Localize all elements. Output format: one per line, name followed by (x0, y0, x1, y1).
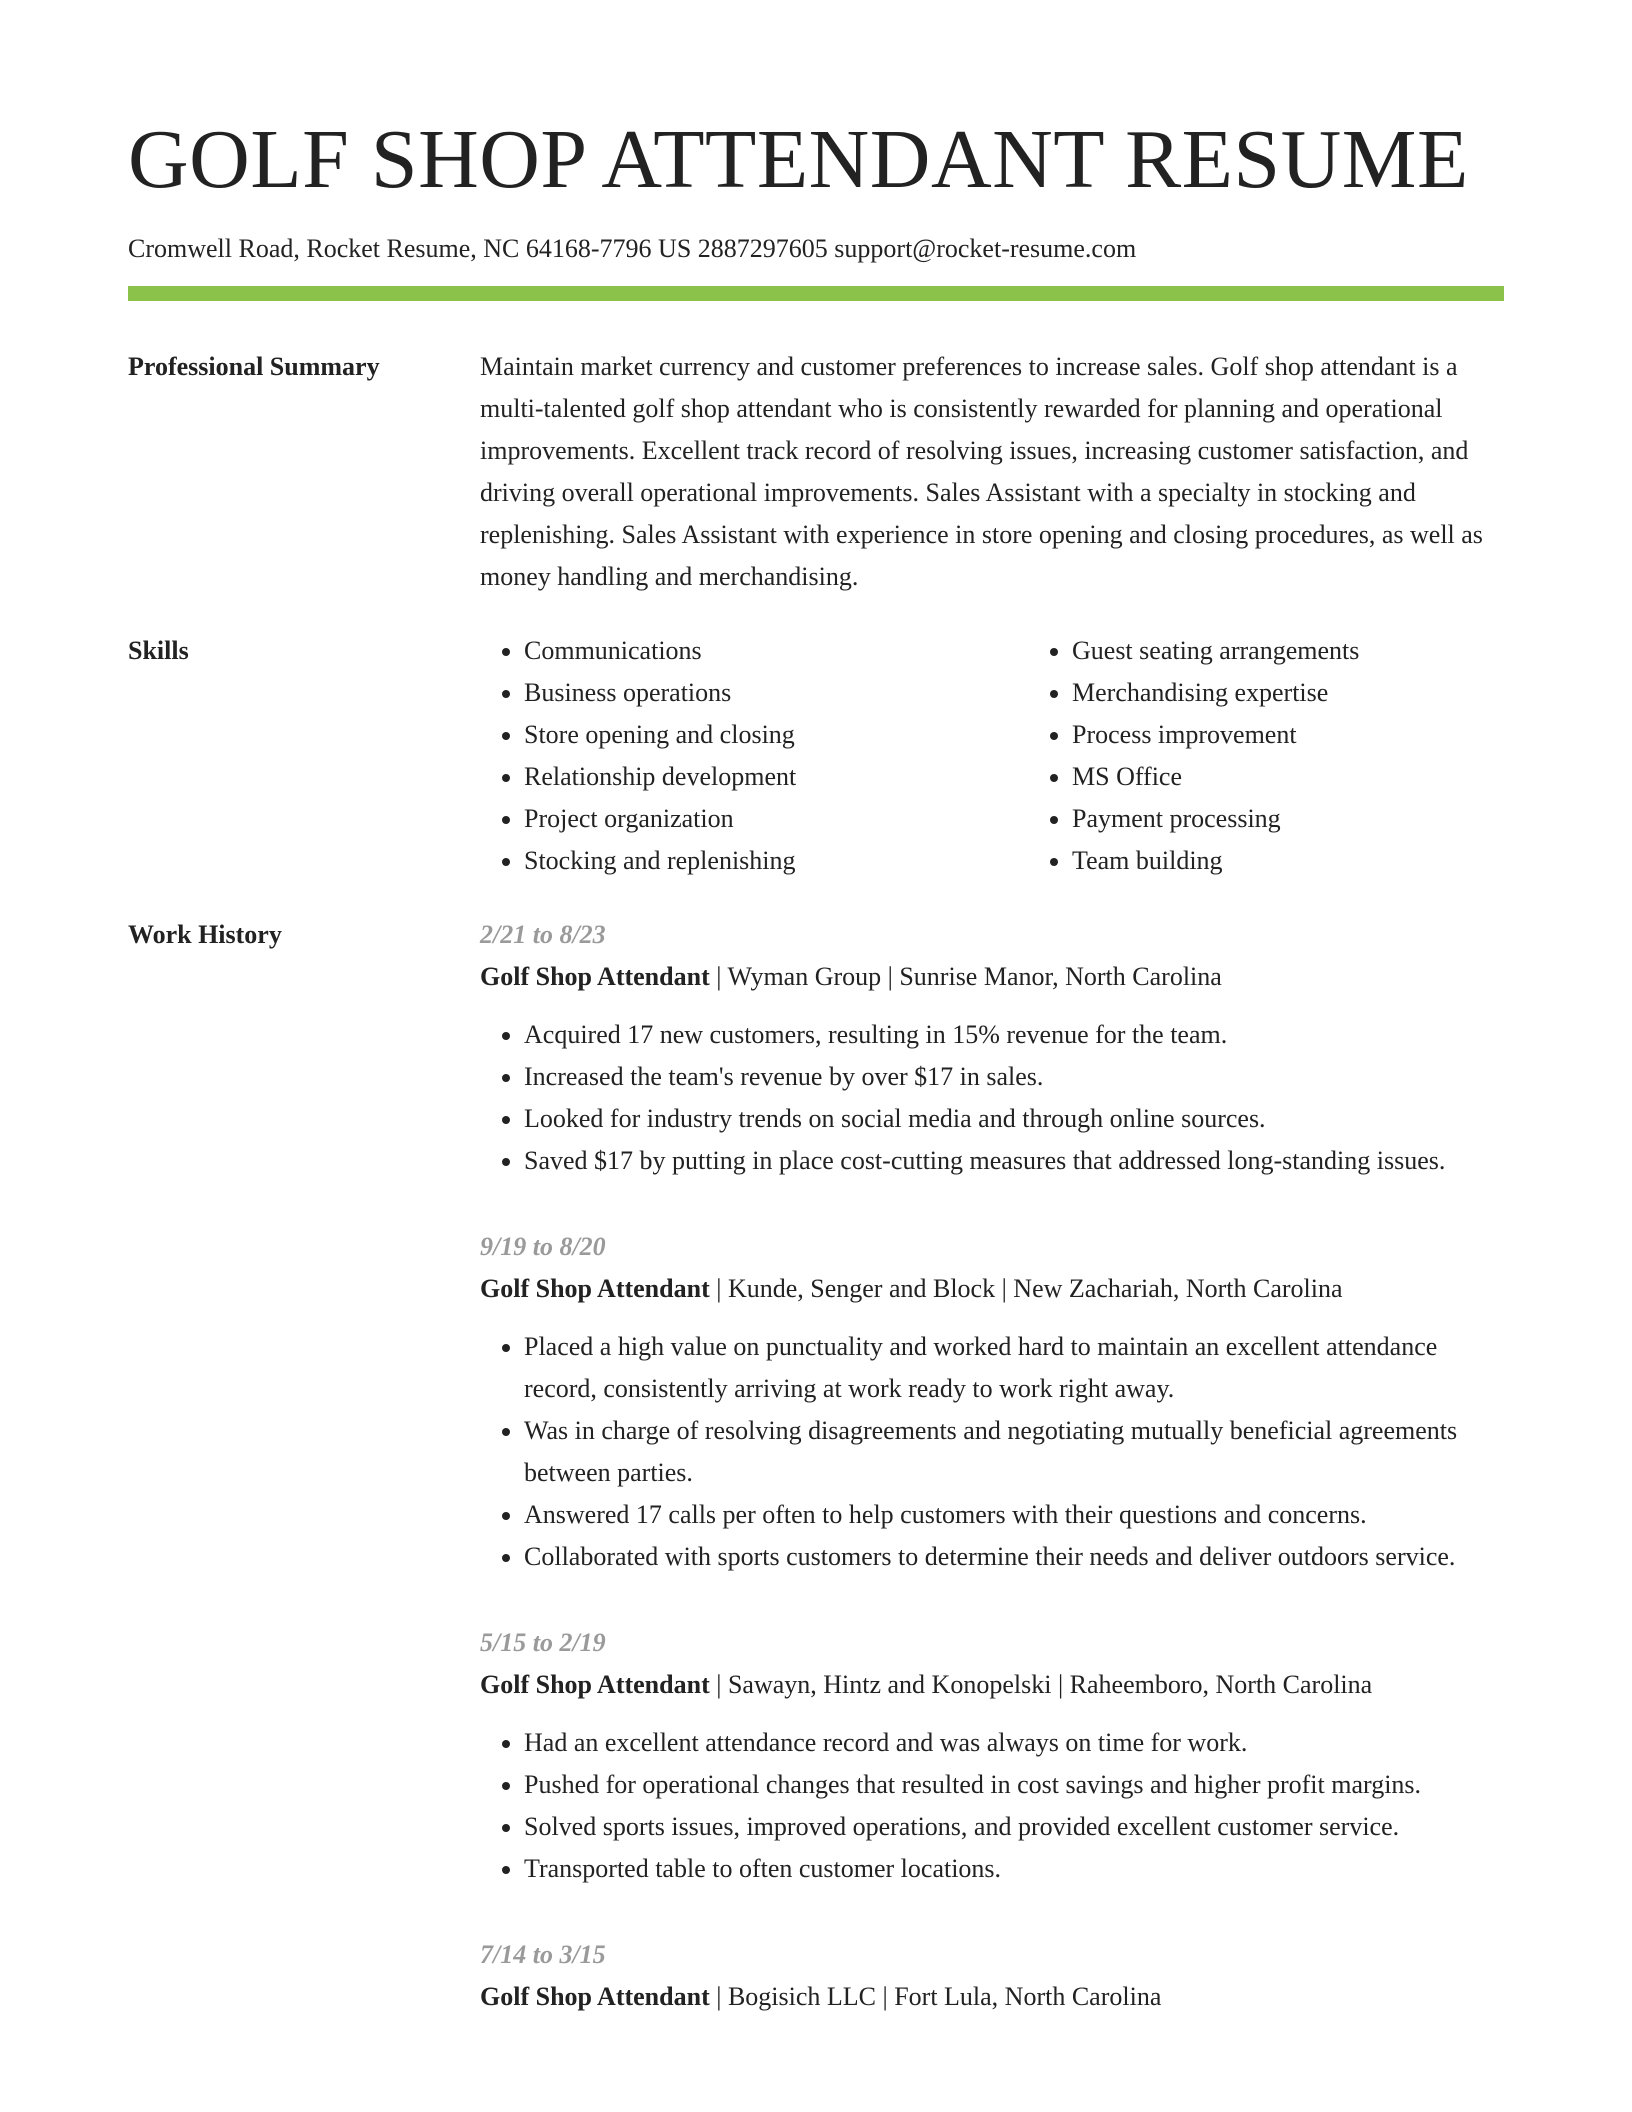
summary-label: Professional Summary (128, 352, 380, 381)
job-employer-location: | Kunde, Senger and Block | New Zachariah, North Carolina (709, 1274, 1343, 1303)
skill-item: • Process improvement (1072, 714, 1576, 756)
job-bullets (480, 1722, 1504, 1890)
skill-item: • Payment processing (1072, 798, 1576, 840)
job-bullet: • Transported table to often customer locations. (524, 1848, 1504, 1890)
skill-item: • Team building (1072, 840, 1576, 882)
work-history-label: Work History (128, 920, 282, 949)
skill-item: • Store opening and closing (524, 714, 1028, 756)
job-bullet: • Acquired 17 new customers, resulting in 15% revenue for the team. (524, 1014, 1504, 1056)
job-dates: 9/19 to 8/20 (480, 1232, 606, 1261)
contact-line: Cromwell Road, Rocket Resume, NC 64168-7796 US 2887297605 support@rocket-resume.com (128, 234, 1137, 263)
job-bullet: • Placed a high value on punctuality and worked hard to maintain an excellent attendance record, consistently arriving at work ready to work right away. (524, 1326, 1504, 1410)
header-divider (128, 286, 1504, 301)
job-title: Golf Shop Attendant (480, 1670, 710, 1699)
skills-list-right (1028, 630, 1576, 882)
skill-item: • Business operations (524, 672, 1028, 714)
skills-columns (480, 630, 1504, 882)
summary-text: Maintain market currency and customer preferences to increase sales. Golf shop attendant is a multi-talented golf shop attendant who is consistently rewarded for planning and operational improvements. Excellent track record of resolving issues, increasing customer satisfaction, and driving overall operational improvements. Sales Assistant with a specialty in stocking and replenishing. Sales Assistant with experience in store opening and closing procedures, as well as money handling and merchandising. (480, 352, 1483, 591)
skill-item: • Project organization (524, 798, 1028, 840)
job-bullet: • Answered 17 calls per often to help customers with their questions and concerns. (524, 1494, 1504, 1536)
job-bullet: • Was in charge of resolving disagreements and negotiating mutually beneficial agreements between parties. (524, 1410, 1504, 1494)
job-bullet: • Saved $17 by putting in place cost-cutting measures that addressed long-standing issues. (524, 1140, 1504, 1182)
skill-item: • Stocking and replenishing (524, 840, 1028, 882)
job-heading (480, 1268, 1504, 1310)
skills-list-left (480, 630, 1028, 882)
skill-item: • MS Office (1072, 756, 1576, 798)
work-history-body (480, 914, 1504, 2062)
job-dates: 7/14 to 3/15 (480, 1940, 606, 1969)
job-employer-location: | Wyman Group | Sunrise Manor, North Carolina (709, 962, 1222, 991)
job-employer-location: | Sawayn, Hintz and Konopelski | Raheemboro, North Carolina (709, 1670, 1373, 1699)
job-bullet: • Solved sports issues, improved operations, and provided excellent customer service. (524, 1806, 1504, 1848)
job-employer-location: | Bogisich LLC | Fort Lula, North Carolina (709, 1982, 1162, 2011)
job-entry (480, 1226, 1504, 1578)
skills-label: Skills (128, 636, 189, 665)
job-dates: 2/21 to 8/23 (480, 920, 606, 949)
skill-item: • Communications (524, 630, 1028, 672)
job-bullets (480, 1326, 1504, 1578)
job-heading (480, 956, 1504, 998)
job-bullet: • Had an excellent attendance record and was always on time for work. (524, 1722, 1504, 1764)
job-title: Golf Shop Attendant (480, 1982, 710, 2011)
job-dates: 5/15 to 2/19 (480, 1628, 606, 1657)
resume-title: GOLF SHOP ATTENDANT RESUME (128, 113, 1469, 206)
skills-body (480, 630, 1504, 882)
job-bullets (480, 1014, 1504, 1182)
job-entry (480, 1622, 1504, 1890)
job-bullet: • Pushed for operational changes that resulted in cost savings and higher profit margins. (524, 1764, 1504, 1806)
skill-item: • Guest seating arrangements (1072, 630, 1576, 672)
job-heading (480, 1976, 1504, 2018)
skill-item: • Merchandising expertise (1072, 672, 1576, 714)
summary-body (480, 346, 1504, 598)
job-bullet: • Collaborated with sports customers to determine their needs and deliver outdoors service. (524, 1536, 1504, 1578)
skill-item: • Relationship development (524, 756, 1028, 798)
job-entry (480, 914, 1504, 1182)
job-bullet: • Looked for industry trends on social media and through online sources. (524, 1098, 1504, 1140)
job-heading (480, 1664, 1504, 1706)
job-title: Golf Shop Attendant (480, 1274, 710, 1303)
job-entry (480, 1934, 1504, 2018)
job-bullet: • Increased the team's revenue by over $17 in sales. (524, 1056, 1504, 1098)
job-title: Golf Shop Attendant (480, 962, 710, 991)
